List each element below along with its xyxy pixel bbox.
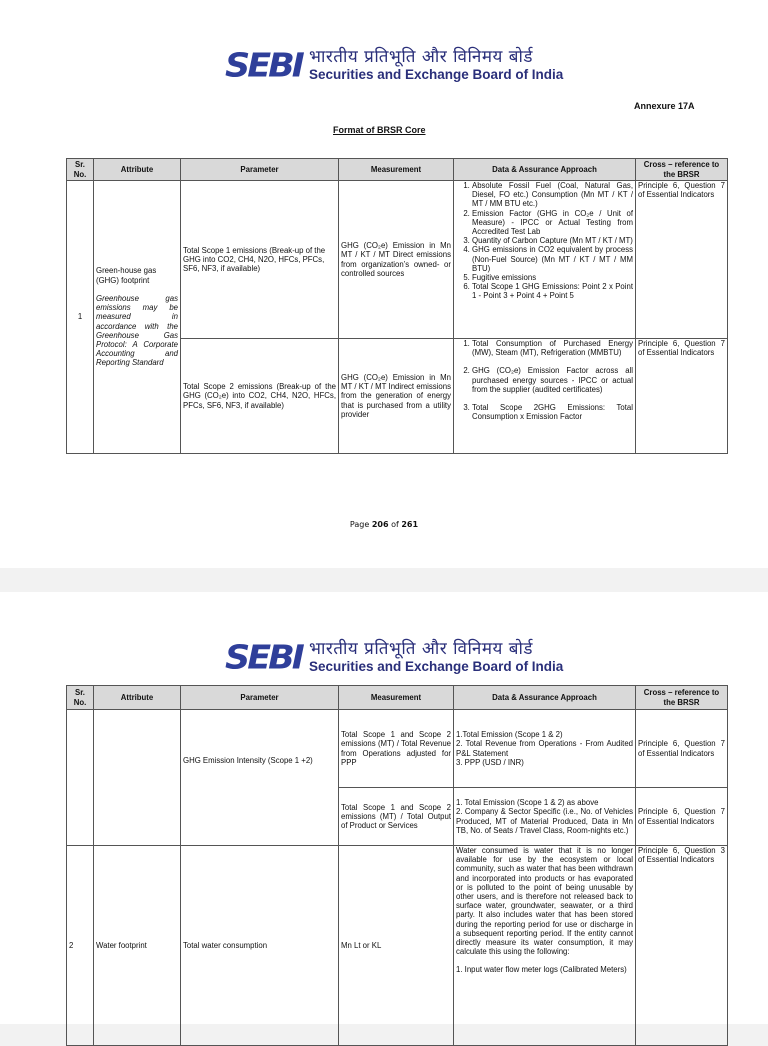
header-sr: Sr. No. [67,159,94,181]
crossref-cell: Principle 6, Question 7 of Essential Indicators [636,181,728,339]
list-item: 1. Total Emission (Scope 1 & 2) as above [456,798,599,808]
measurement-cell: GHG (CO₂e) Emission in Mn MT / KT / MT Indirect emissions from the generation of energy that is purchased from a utility provider [339,339,454,454]
list-item: 1. Total Consumption of Purchased Energy (MW), Steam (MT), Refrigeration (MMBTU) [472,339,633,357]
attribute-note: Greenhouse gas emissions may be measured in accordance with the Greenhouse Gas Protocol: A Corporate Accounting and Reporting Standard [96,293,178,368]
sebi-logo-mark: SEBI [225,47,302,85]
brsr-table-page2 [66,685,728,1046]
sebi-hindi-name: भारतीय प्रतिभूति और विनिमय बोर्ड [309,47,533,67]
list-item: 2. Total Revenue from Operations - From Audited P&L Statement [456,739,633,758]
sr-cell [67,710,94,846]
approach-text: Water consumed is water that it is no longer available for use by the ecosystem or local community, such as water that has been withdrawn and incorporated into products or has evaporated or is polluted to the point of being unusable by other users, and is therefore not released back to surface water, groundwater, seawater, or a third party. It also includes water that has been stored during the reporting period for use or discharge in a subsequent reporting period. If the entity cannot directly measure its water consumption, it may calculate this using the following: [456,846,633,957]
measurement-cell: Total Scope 1 and Scope 2 emissions (MT) / Total Revenue from Operations adjusted for PPP [339,710,454,788]
list-item: 5. Fugitive emissions [472,273,633,282]
list-item: 2. Company & Sector Specific (i.e., No. of Vehicles Produced, MT of Material Produced, Data in Mn TB, No. of Seats / Travel Class, Room-nights etc.) [456,807,633,835]
header-approach: Data & Assurance Approach [454,686,636,710]
list-item: 3. Quantity of Carbon Capture (Mn MT / KT / MT) [472,236,633,245]
crossref-cell: Principle 6, Question 3 of Essential Indicators [636,846,728,1046]
list-item: 1. Input water flow meter logs (Calibrated Meters) [456,965,627,975]
parameter-cell: Total Scope 1 emissions (Break-up of the GHG into CO2, CH4, N2O, HFCs, PFCs, SF6, NF3, if available) [181,181,339,339]
approach-cell [454,710,636,788]
sebi-logo [225,48,563,84]
parameter-cell: Total water consumption [181,846,339,1046]
brsr-table-page1 [66,158,728,454]
sr-cell: 1 [67,181,94,454]
measurement-cell: GHG (CO₂e) Emission in Mn MT / KT / MT Direct emissions from organization’s owned- or controlled sources [339,181,454,339]
measurement-cell: Total Scope 1 and Scope 2 emissions (MT) / Total Output of Product or Services [339,788,454,846]
sebi-english-name: Securities and Exchange Board of India [309,67,564,82]
table-row [67,846,728,1046]
annexure-label: Annexure 17A [634,101,695,111]
header-crossref: Cross – reference to the BRSR [636,159,728,181]
sebi-hindi-name: भारतीय प्रतिभूति और विनिमय बोर्ड [309,639,533,659]
attribute-cell [94,710,181,846]
parameter-cell: GHG Emission Intensity (Scope 1 +2) [181,710,339,846]
approach-list [456,181,633,301]
attribute-cell [94,181,181,454]
header-approach: Data & Assurance Approach [454,159,636,181]
list-item: 6. Total Scope 1 GHG Emissions: Point 2 x Point 1 - Point 3 + Point 4 + Point 5 [472,282,633,300]
header-crossref: Cross – reference to the BRSR [636,686,728,710]
crossref-cell: Principle 6, Question 7 of Essential Indicators [636,339,728,454]
page-number: Page 206 of 261 [349,520,419,529]
header-parameter: Parameter [181,159,339,181]
crossref-cell: Principle 6, Question 7 of Essential Indicators [636,788,728,846]
header-sr: Sr. No. [67,686,94,710]
header-attribute: Attribute [94,159,181,181]
sebi-logo-mark: SEBI [225,639,302,677]
sr-cell: 2 [67,846,94,1046]
approach-cell [454,181,636,339]
list-item: 3. PPP (USD / INR) [456,757,524,767]
approach-cell [454,339,636,454]
header-measurement: Measurement [339,159,454,181]
list-item: 3. Total Scope 2GHG Emissions: Total Consumption x Emission Factor [472,403,633,421]
header-measurement: Measurement [339,686,454,710]
table-header-row [67,159,728,181]
table-row [67,710,728,788]
attribute-cell: Water footprint [94,846,181,1046]
list-item: 2. GHG (CO₂e) Emission Factor across all purchased energy sources - IPCC or actual from the supplier (audited certificates) [472,366,633,394]
attribute-title: Green-house gas (GHG) footprint [96,266,157,285]
sebi-english-name: Securities and Exchange Board of India [309,659,564,674]
parameter-cell: Total Scope 2 emissions (Break-up of the GHG (CO₂e) into CO2, CH4, N2O, HFCs, PFCs, SF6, NF3, if available) [181,339,339,454]
list-item: 4. GHG emissions in CO2 equivalent by process (Non-Fuel Source) (Mn MT / KT / MT / MM BTU) [472,245,633,273]
approach-cell [454,846,636,1046]
header-parameter: Parameter [181,686,339,710]
table-header-row [67,686,728,710]
list-item: 1.Total Emission (Scope 1 & 2) [456,730,563,740]
approach-cell [454,788,636,846]
approach-list [456,339,633,421]
measurement-cell: Mn Lt or KL [339,846,454,1046]
document-page-207 [0,592,768,1024]
table-row [67,181,728,339]
sebi-logo [225,640,563,676]
format-title: Format of BRSR Core [333,125,426,135]
list-item: 1. Absolute Fossil Fuel (Coal, Natural Gas, Diesel, FO etc.) Consumption (Mn MT / KT / MT / MM BTU etc.) [472,181,633,209]
crossref-cell: Principle 6, Question 7 of Essential Indicators [636,710,728,788]
header-attribute: Attribute [94,686,181,710]
list-item: 2. Emission Factor (GHG in CO₂e / Unit of Measure) - IPCC or Actual Testing from Accredited Test Lab [472,209,633,237]
